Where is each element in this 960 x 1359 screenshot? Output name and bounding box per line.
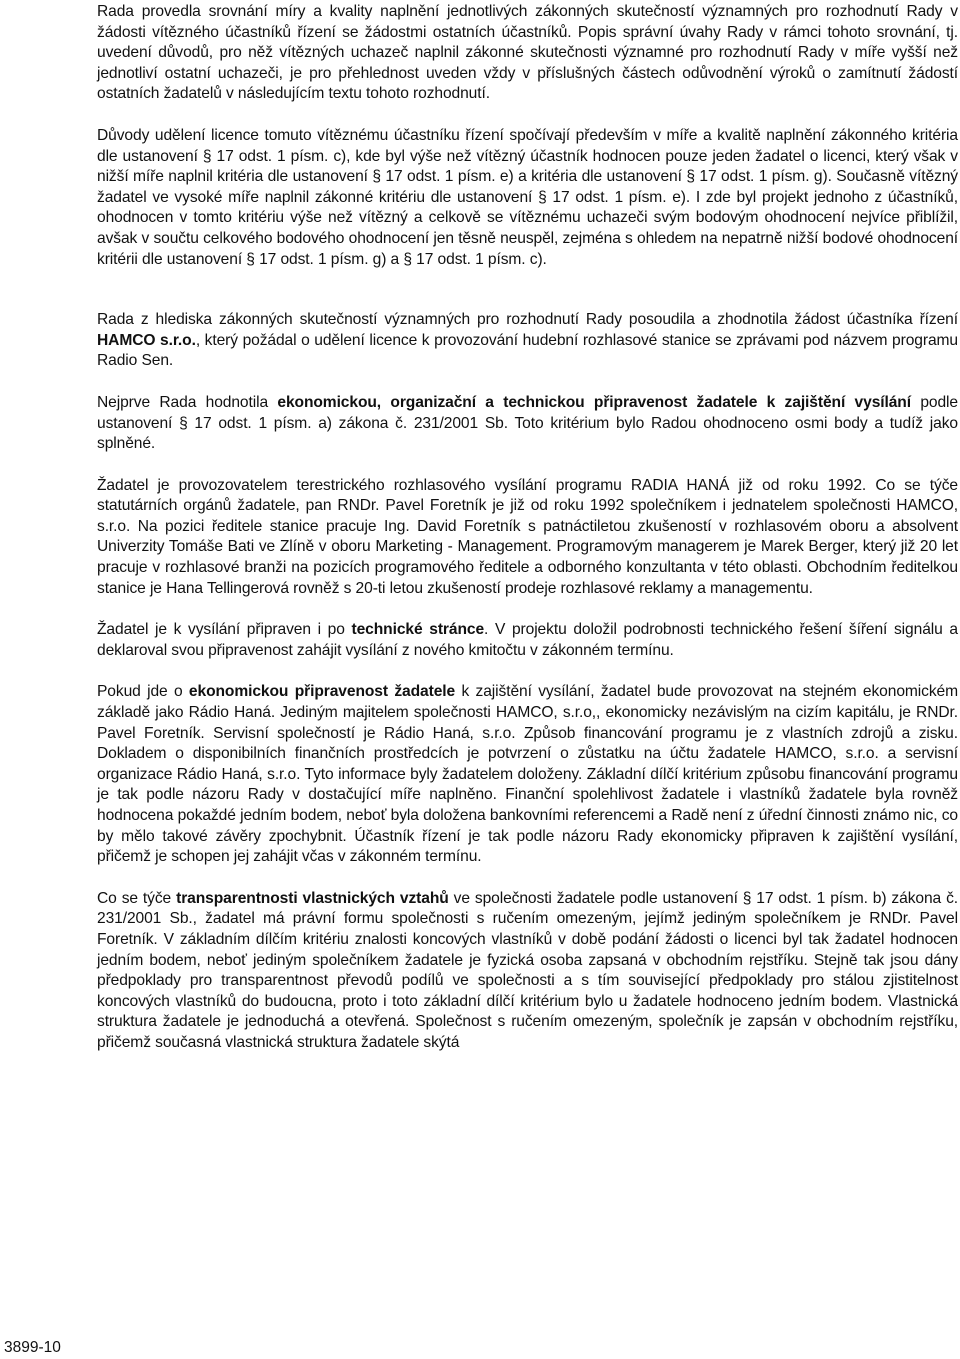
- text-segment: k zajištění vysílání, žadatel bude provozovat na stejném ekonomickém základě jako Rádio Haná. Jediným majitelem společnosti HAMCO, s.r.o,, ekonomicky nezávislým na cizím kapitálu, je RNDr. Pavel Foretník. Servisní společností je Rádio Haná, s.r.o. Způsob financování programu je z vlastních zdrojů a zisku. Dokladem o disponibilních finančních prostředcích je potvrzení o zůstatku na účtu žadatele HAMCO, s.r.o. a servisní organizace Rádio Haná, s.r.o. Tyto informace byly žadatelem doloženy. Základní dílčí kritérium způsobu financování programu je tak podle názoru Rady v dostačující míře naplněno. Finanční spolehlivost žadatele i vlastníků žadatele byla rovněž hodnocena pokaždé jedním bodem, neboť byla doložena bankovními referencemi a Radě není z úřední činnosti známo nic, co by mělo takové závěry zpochybnit. Účastník řízení je tak podle názoru Rady ekonomicky připraven k zajištění vysílání, přičemž je schopen jej zahájit včas v zákonném termínu.: [97, 683, 959, 866]
- paragraph-8: [97, 889, 958, 1054]
- paragraph-5: [97, 476, 958, 600]
- paragraph-4: [97, 393, 958, 455]
- document-page: [97, 2, 958, 1054]
- text-segment: . V projektu doložil podrobnosti technického řešení šíření signálu a deklaroval svou připravenost zahájit vysílání z nového kmitočtu v zákonném termínu.: [97, 621, 958, 659]
- document-code: 3899-10: [4, 1339, 61, 1356]
- text-segment: Rada provedla srovnání míry a kvality naplnění jednotlivých zákonných skutečností významných pro rozhodnutí Rady v žádosti vítězného účastníků řízení se žádostmi ostatních účastníků. Popis správní úvahy Rady v rámci tohoto srovnání, tj. uvedení důvodů, pro něž vítězných uchazeč naplnil zákonné skutečnosti významné pro rozhodnutí Rady v míře vyšší než jednotliví ostatní uchazeči, je pro přehlednost uveden vždy v příslušných částech odůvodnění výroků o zamítnutí žádostí ostatních žadatelů v následujícím textu tohoto rozhodnutí.: [97, 3, 958, 103]
- bold-text-segment: ekonomickou, organizační a technickou připravenost žadatele k zajištění vysílání: [277, 393, 911, 411]
- bold-text-segment: ekonomickou připravenost žadatele: [188, 683, 456, 701]
- bold-text-segment: technické stránce: [351, 621, 485, 639]
- text-segment: Důvody udělení licence tomuto vítěznému účastníku řízení spočívají především v míře a kvalitě naplnění zákonného kritéria dle ustanovení § 17 odst. 1 písm. c), kde byl výše než vítězný účastník hodnocen pouze jeden žadatel o licenci, který však v nižší míře naplnil kritéria dle ustanovení § 17 odst. 1 písm. e) a kritéria dle ustanovení § 17 odst. 1 písm. g). Současně vítězný žadatel ve vysoké míře naplnil zákonné kritériu dle ustanovení § 17 odst. 1 písm. e). I zde byl projekt jednoho z účastníků, ohodnocen v tomto kritériu výše než vítězný a celkově se vítěznému uchazeči svým bodovým ohodnocení nejvíce přiblížil, avšak v součtu celkového bodového ohodnocení jen těsně neuspěl, zejména s ohledem na nepatrně nižší bodové ohodnocení kritérii dle ustanovení § 17 odst. 1 písm. g) a § 17 odst. 1 písm. c).: [97, 126, 958, 268]
- text-segment: podle ustanovení § 17 odst. 1 písm. a) zákona č. 231/2001 Sb. Toto kritérium bylo Radou ohodnoceno osmi body a tudíž jako splněné.: [97, 393, 958, 453]
- text-segment: ve společnosti žadatele podle ustanovení § 17 odst. 1 písm. b) zákona č. 231/2001 Sb., žadatel má právní formu společnosti s ručením omezeným, jejímž jediným společníkem je RNDr. Pavel Foretník. V základním dílčím kritériu znalosti koncových vlastníků v době podání žádosti o licenci byl tak žadatel hodnocen jedním bodem, neboť jediným společníkem žadatele je fyzická osoba zapsaná v obchodním rejstříku. Stejně tak jsou dány předpoklady pro transparentnost převodů podílů ve společnosti a s tím související předpoklady pro stálou zjistitelnost koncových vlastníků do budoucna, proto i toto základní dílčí kritérium bylo u žadatele hodnoceno jedním bodem. Vlastnická struktura žadatele je jednoduchá a otevřená. Společnost s ručením omezeným, společník je zapsán v obchodním rejstříku, přičemž současná vlastnická struktura žadatele skýtá: [97, 889, 959, 1051]
- text-segment: Nejprve Rada hodnotila: [97, 393, 278, 411]
- paragraph-6: [97, 620, 958, 661]
- text-segment: Pokud jde o: [97, 683, 189, 701]
- paragraph-3: [97, 310, 958, 372]
- text-segment: Žadatel je provozovatelem terestrického rozhlasového vysílání programu RADIA HANÁ již od roku 1992. Co se týče statutárních orgánů žadatele, pan RNDr. Pavel Foretník je již od roku 1992 společníkem i jednatelem společnosti HAMCO, s.r.o. Na pozici ředitele stanice pracuje Ing. David Foretník s patnáctiletou zkušeností v rozhlasovém oboru a absolvent Univerzity Tomáše Bati ve Zlíně v oboru Marketing - Management. Programovým managerem je Marek Berger, který již 20 let pracuje v rozhlasové branži na pozicích programového ředitele a odborného konzultanta v této oblasti. Obchodním ředitelkou stanice je Hana Tellingerová rovněž s 20-ti letou zkušeností prodeje rozhlasové reklamy a managementu.: [97, 476, 958, 597]
- text-segment: Co se týče: [97, 889, 177, 907]
- text-segment: Rada z hlediska zákonných skutečností významných pro rozhodnutí Rady posoudila a zhodnotila žádost účastníka řízení: [97, 311, 958, 329]
- paragraph-1: [97, 2, 958, 105]
- text-segment: , který požádal o udělení licence k provozování hudební rozhlasové stanice se zprávami pod názvem programu Radio Sen.: [97, 331, 958, 370]
- paragraph-2: [97, 126, 958, 270]
- text-segment: Žadatel je k vysílání připraven i po: [97, 621, 352, 639]
- paragraph-7: [97, 682, 958, 867]
- bold-text-segment: transparentnosti vlastnických vztahů: [176, 889, 449, 907]
- bold-text-segment: HAMCO s.r.o.: [97, 331, 196, 349]
